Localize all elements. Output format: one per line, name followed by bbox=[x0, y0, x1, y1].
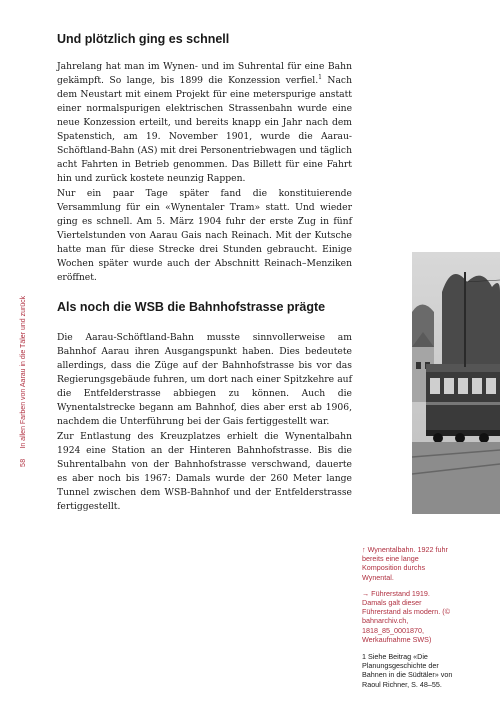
side-running-header bbox=[16, 257, 30, 467]
paragraph-1 bbox=[57, 60, 352, 186]
paragraph-4: Zur Entlastung des Kreuzplatzes erhielt die Wynentalbahn 1924 eine Station an der Hinteren Bahnhofstrasse. Bis die Suhrentalbahn von der Bahnhofstrasse verschwand, dauerte es aber noch bis 1967: Damals wurde der 260 Meter lange Tunnel zwischen dem WSB-Bahnhof und der Entfelderstrasse fertiggestellt. bbox=[57, 431, 352, 512]
footnote: 1 Siehe Beitrag «Die Planungsgeschichte der Bahnen in die Südtäler» von Raoul Richner, S. 48–55. bbox=[362, 652, 453, 689]
paragraph-1-rest: Nach dem Neustart mit einem Projekt für eine meterspurige anstatt einer normalspurigen elektrischen Strassenbahn wurde eine neue Konzession erteilt, und bereits knapp ein Jahr nach dem Spatenstich, am 19. November 1901, wurde die Aarau-Schöftland-Bahn (AS) mit drei Personentriebwagen und täglich acht Fahrten in Betrieb genommen. Das Billett für eine Fahrt hin und zurück kostete neunzig Rappen. bbox=[57, 75, 352, 184]
paragraph-3: Die Aarau-Schöftland-Bahn musste sinnvollerweise am Bahnhof Aarau ihren Ausgangspunkt haben. Dies bedeutete allerdings, dass die Züge auf der Bahnhofstrasse bis vor das Regierungsgebäude fuhren, um dort nach einer Spitzkehre auf die Entfelderstrasse abbiegen zu können. Auch die Wynentalstrecke begann am Bahnhof, dies aber erst ab 1906, nachdem die Unterführung bei der Gais fertiggestellt war. bbox=[57, 332, 352, 427]
section-heading-2: Als noch die WSB die Bahnhofstrasse prägte bbox=[57, 300, 326, 314]
section-heading-1: Und plötzlich ging es schnell bbox=[57, 32, 230, 46]
running-title: In allen Farben von Aarau in die Täler und zurück bbox=[19, 295, 27, 449]
tram-photo bbox=[412, 252, 500, 514]
captions bbox=[362, 545, 454, 696]
caption-1: ↑ Wynentalbahn. 1922 fuhr bereits eine lange Komposition durchs Wynental. bbox=[362, 545, 448, 582]
page-number: 58 bbox=[19, 458, 27, 467]
paragraph-2: Nur ein paar Tage später fand die konstituierende Versammlung für ein «Wynentaler Tram» statt. Und wieder ging es schnell. Am 5. März 1904 fuhr der erste Zug in fünf Viertelstunden von Aarau Gais nach Reinach. Mit der Kutsche hatte man für diese Strecke drei Stunden gebraucht. Einige Wochen später wurde auch der Abschnitt Reinach–Menziken eröffnet. bbox=[57, 188, 352, 283]
paragraph-1-text: Jahrelang hat man im Wynen- und im Suhrental für eine Bahn gekämpft. So lange, bis 1899 die Konzession verfiel. bbox=[57, 61, 352, 86]
caption-2: → Führerstand 1919. Damals galt dieser Führerstand als modern. (© bahnarchiv.ch, 1818_85_0001870, Werkaufnahme SWS) bbox=[362, 588, 450, 644]
footnote-ref: 1 bbox=[318, 73, 322, 81]
